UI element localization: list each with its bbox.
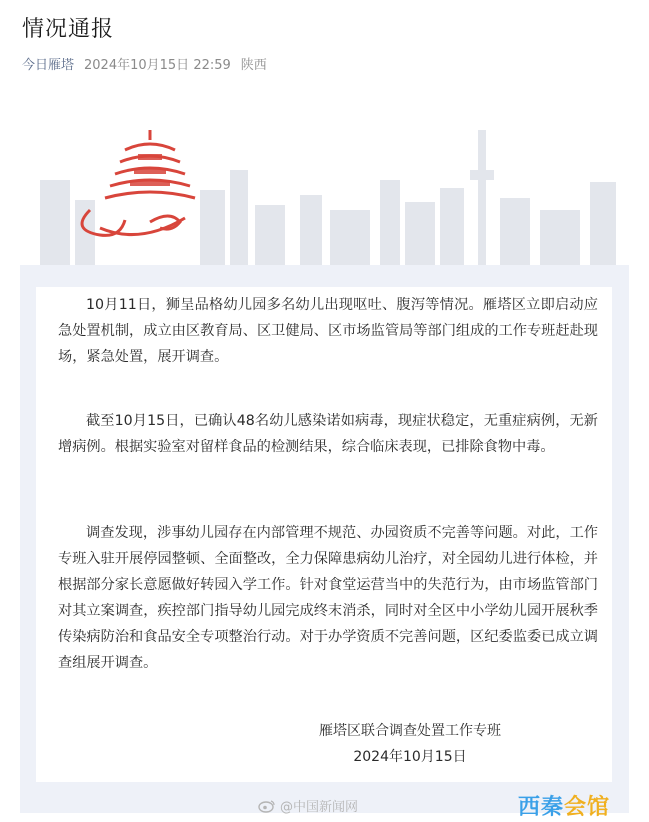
article-meta	[22, 54, 267, 73]
publish-datetime: 2024年10月15日 22:59	[84, 58, 231, 73]
weibo-handle: @中国新闻网	[280, 800, 359, 815]
notice-paragraph-2: 截至10月15日，已确认48名幼儿感染诺如病毒，现症状稳定，无重症病例，无新增病例。根据实验室对留样食品的检测结果，综合临床表现，已排除食物中毒。	[58, 413, 598, 455]
weibo-watermark	[258, 796, 358, 815]
notice-signature: 雁塔区联合调查处置工作专班	[319, 723, 501, 739]
notice-date: 2024年10月15日	[353, 749, 467, 765]
notice-paragraph-1: 10月11日，狮呈品格幼儿园多名幼儿出现呕吐、腹泻等情况。雁塔区立即启动应急处置机制，成立由区教育局、区卫健局、区市场监管局等部门组成的工作专班赶赴现场，紧急处置，展开调查。	[58, 297, 598, 365]
brand-text-part1: 西秦	[518, 795, 565, 820]
page-title: 情况通报	[22, 17, 115, 42]
notice-paragraph-3: 调查发现，涉事幼儿园存在内部管理不规范、办园资质不完善等问题。对此，工作专班入驻开展停园整顿、全面整改，全力保障患病幼儿治疗，对全园幼儿进行体检，并根据部分家长意愿做好转园入学工作。针对食堂运营当中的失范行为，由市场监管部门对其立案调查，疾控部门指导幼儿园完成终末消杀，同时对全区中小学幼儿园开展秋季传染病防治和食品安全专项整治行动。对于办学资质不完善问题，区纪委监委已成立调查组展开调查。	[58, 525, 598, 671]
publish-location: 陕西	[240, 58, 267, 73]
brand-watermark	[518, 790, 610, 821]
city-skyline-graphic	[0, 110, 649, 270]
banner-image	[0, 110, 649, 270]
source-link[interactable]: 今日雁塔	[22, 58, 75, 73]
brand-text-part2: 会馆	[564, 795, 611, 820]
weibo-icon	[258, 799, 276, 813]
